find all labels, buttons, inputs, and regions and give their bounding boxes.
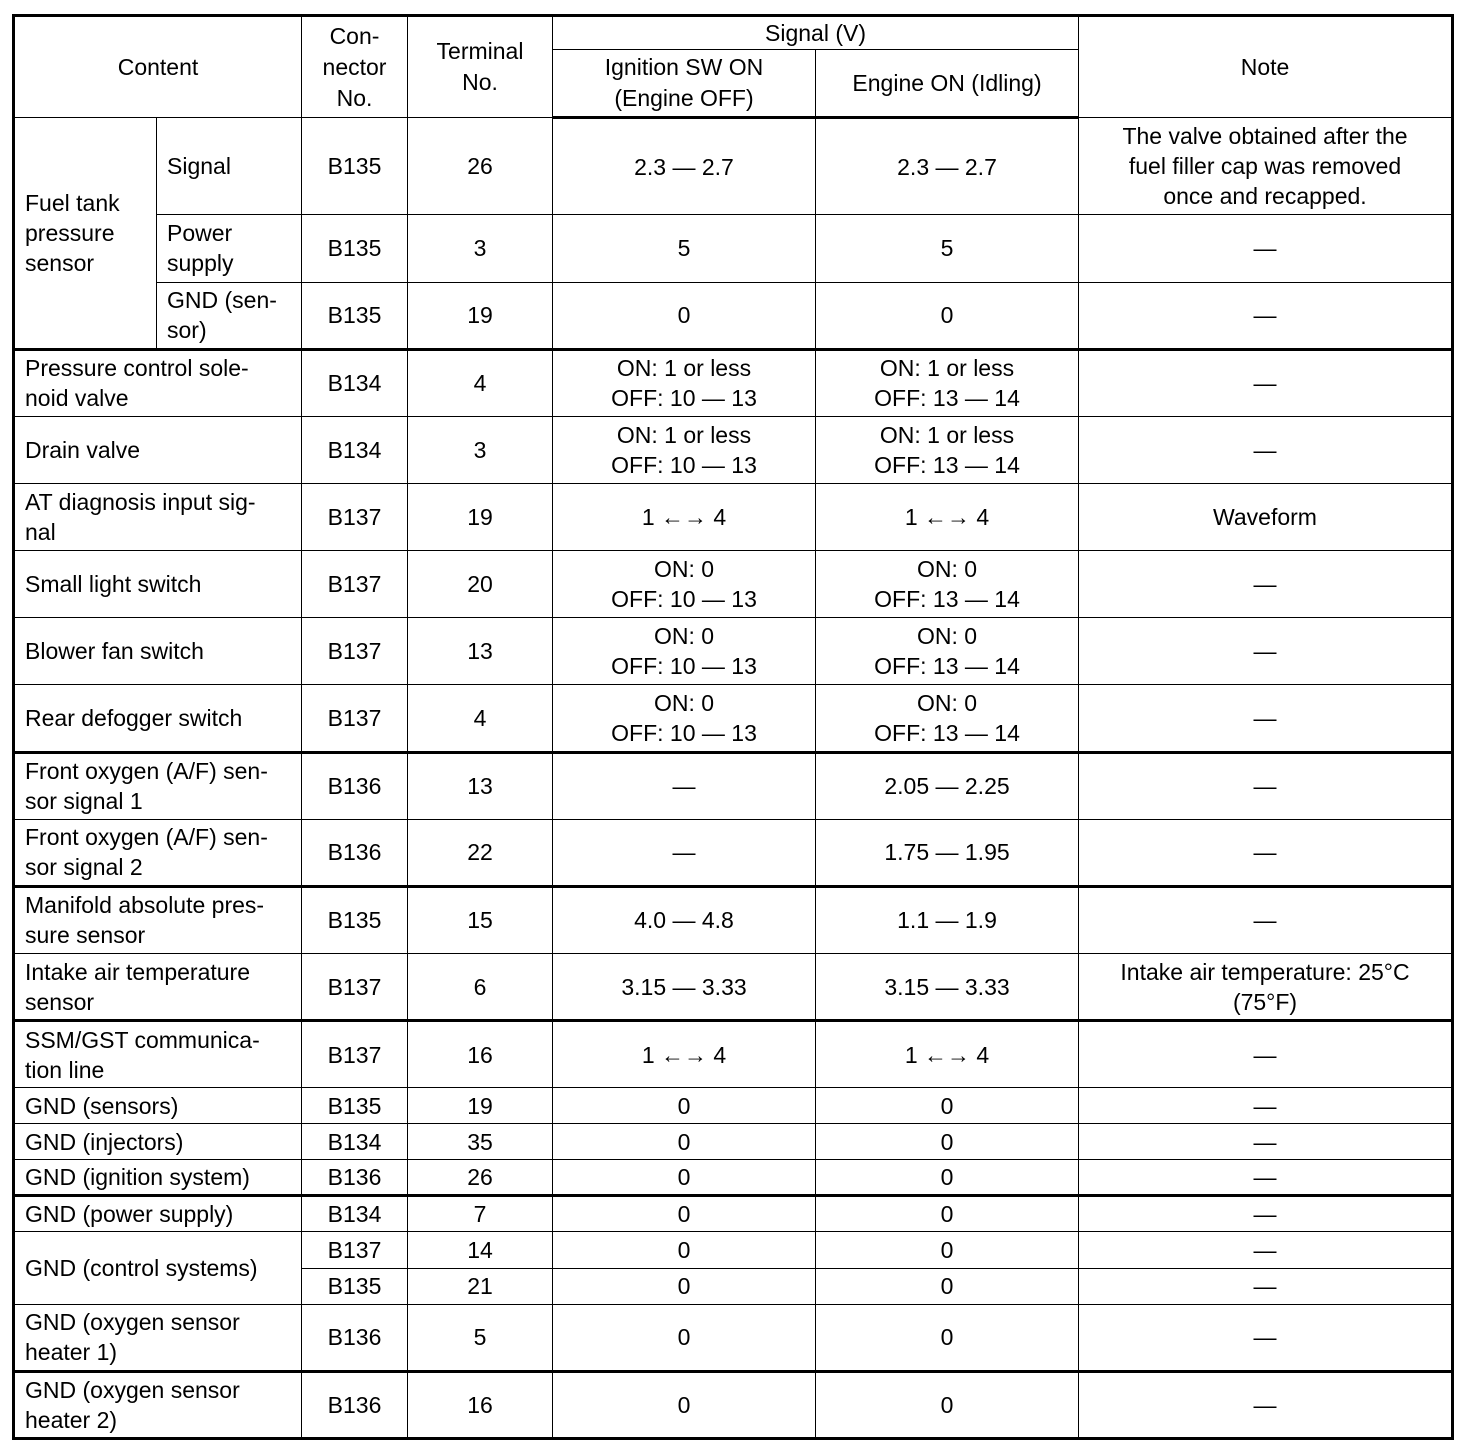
- row-engine-on: 0: [816, 1160, 1079, 1196]
- table-row: [14, 551, 1453, 618]
- row-engine-on: 0: [816, 282, 1079, 349]
- row-connector: B134: [302, 1196, 408, 1232]
- row-ignition-on: ON: 1 or less OFF: 10 — 13: [553, 416, 816, 483]
- row-terminal: 4: [408, 349, 553, 416]
- table-row: [14, 1021, 1453, 1088]
- row-connector: B136: [302, 1371, 408, 1438]
- row-note: The valve obtained after the fuel filler cap was removed once and recapped.: [1079, 118, 1453, 215]
- row-connector: B135: [302, 1268, 408, 1304]
- table-row: [14, 416, 1453, 483]
- row-ignition-on: 0: [553, 1304, 816, 1371]
- row-connector: B134: [302, 416, 408, 483]
- row-terminal: 3: [408, 416, 553, 483]
- header-connector: Con- nector No.: [302, 16, 408, 118]
- table-row: [14, 685, 1453, 752]
- row-content: GND (oxygen sensor heater 1): [14, 1304, 302, 1371]
- row-engine-on: 0: [816, 1232, 1079, 1268]
- row-note: —: [1079, 752, 1453, 819]
- table-row: [14, 886, 1453, 953]
- row-note: —: [1079, 1160, 1453, 1196]
- row-content: Pressure control sole- noid valve: [14, 349, 302, 416]
- header-signal: Signal (V): [553, 16, 1079, 50]
- row-note: Intake air temperature: 25°C (75°F): [1079, 953, 1453, 1020]
- row-terminal: 19: [408, 483, 553, 550]
- row-terminal: 26: [408, 1160, 553, 1196]
- row-terminal: 6: [408, 953, 553, 1020]
- table-row: [14, 349, 1453, 416]
- table-row: [14, 752, 1453, 819]
- header-content: Content: [14, 16, 302, 118]
- row-content: Manifold absolute pres- sure sensor: [14, 886, 302, 953]
- row-connector: B137: [302, 953, 408, 1020]
- table-row: [14, 215, 1453, 282]
- row-engine-on: 1 ←→ 4: [816, 483, 1079, 550]
- signal-table: [12, 14, 1454, 1440]
- row-engine-on: 0: [816, 1268, 1079, 1304]
- row-connector: B135: [302, 886, 408, 953]
- row-connector: B136: [302, 1160, 408, 1196]
- row-ignition-on: 0: [553, 1124, 816, 1160]
- row-terminal: 26: [408, 118, 553, 215]
- row-ignition-on: 5: [553, 215, 816, 282]
- header-ignition-on: Ignition SW ON (Engine OFF): [553, 50, 816, 118]
- row-content: Front oxygen (A/F) sen- sor signal 1: [14, 752, 302, 819]
- row-engine-on: ON: 1 or less OFF: 13 — 14: [816, 416, 1079, 483]
- row-terminal: 5: [408, 1304, 553, 1371]
- row-note: —: [1079, 819, 1453, 886]
- header-engine-on: Engine ON (Idling): [816, 50, 1079, 118]
- row-content: GND (sensors): [14, 1088, 302, 1124]
- row-ignition-on: 1 ←→ 4: [553, 483, 816, 550]
- row-ignition-on: ON: 0 OFF: 10 — 13: [553, 618, 816, 685]
- row-note: —: [1079, 1304, 1453, 1371]
- row-content: GND (ignition system): [14, 1160, 302, 1196]
- table-row: [14, 953, 1453, 1020]
- row-terminal: 16: [408, 1021, 553, 1088]
- row-terminal: 14: [408, 1232, 553, 1268]
- row-ignition-on: —: [553, 819, 816, 886]
- row-engine-on: 0: [816, 1371, 1079, 1438]
- row-terminal: 19: [408, 282, 553, 349]
- row-engine-on: 1.1 — 1.9: [816, 886, 1079, 953]
- row-ignition-on: 0: [553, 282, 816, 349]
- row-note: —: [1079, 685, 1453, 752]
- table-row: [14, 1160, 1453, 1196]
- header-row: [14, 16, 1453, 50]
- row-note: —: [1079, 1124, 1453, 1160]
- table-row: [14, 819, 1453, 886]
- row-engine-on: 1.75 — 1.95: [816, 819, 1079, 886]
- table-row: [14, 1196, 1453, 1232]
- row-note: —: [1079, 1371, 1453, 1438]
- row-connector: B136: [302, 1304, 408, 1371]
- row-content: Intake air temperature sensor: [14, 953, 302, 1020]
- row-content: Small light switch: [14, 551, 302, 618]
- row-note: —: [1079, 618, 1453, 685]
- row-ignition-on: 0: [553, 1268, 816, 1304]
- row-note: Waveform: [1079, 483, 1453, 550]
- row-connector: B136: [302, 752, 408, 819]
- row-note: —: [1079, 215, 1453, 282]
- row-content: Blower fan switch: [14, 618, 302, 685]
- row-terminal: 3: [408, 215, 553, 282]
- row-terminal: 16: [408, 1371, 553, 1438]
- row-connector: B137: [302, 551, 408, 618]
- header-terminal: Terminal No.: [408, 16, 553, 118]
- row-terminal: 20: [408, 551, 553, 618]
- row-content: GND (power supply): [14, 1196, 302, 1232]
- row-note: —: [1079, 1196, 1453, 1232]
- table-row: [14, 118, 1453, 215]
- row-note: —: [1079, 551, 1453, 618]
- row-connector: B135: [302, 282, 408, 349]
- row-engine-on: 0: [816, 1304, 1079, 1371]
- row-ignition-on: 0: [553, 1196, 816, 1232]
- table-row: [14, 618, 1453, 685]
- row-engine-on: 3.15 — 3.33: [816, 953, 1079, 1020]
- header-note: Note: [1079, 16, 1453, 118]
- row-ignition-on: 4.0 — 4.8: [553, 886, 816, 953]
- row-note: —: [1079, 1268, 1453, 1304]
- fuel-tank-group-label: Fuel tank pressure sensor: [14, 118, 157, 349]
- row-engine-on: ON: 0 OFF: 13 — 14: [816, 618, 1079, 685]
- row-engine-on: ON: 0 OFF: 13 — 14: [816, 685, 1079, 752]
- row-content: AT diagnosis input sig- nal: [14, 483, 302, 550]
- row-terminal: 35: [408, 1124, 553, 1160]
- row-terminal: 21: [408, 1268, 553, 1304]
- row-connector: B137: [302, 1232, 408, 1268]
- row-engine-on: 0: [816, 1196, 1079, 1232]
- row-connector: B134: [302, 1124, 408, 1160]
- row-connector: B137: [302, 483, 408, 550]
- row-ignition-on: ON: 1 or less OFF: 10 — 13: [553, 349, 816, 416]
- row-terminal: 13: [408, 752, 553, 819]
- row-ignition-on: ON: 0 OFF: 10 — 13: [553, 685, 816, 752]
- row-engine-on: 0: [816, 1088, 1079, 1124]
- row-content: Front oxygen (A/F) sen- sor signal 2: [14, 819, 302, 886]
- row-subcontent: Signal: [157, 118, 302, 215]
- row-ignition-on: 3.15 — 3.33: [553, 953, 816, 1020]
- row-connector: B137: [302, 685, 408, 752]
- row-engine-on: ON: 0 OFF: 13 — 14: [816, 551, 1079, 618]
- row-content: Rear defogger switch: [14, 685, 302, 752]
- row-connector: B135: [302, 215, 408, 282]
- table-row: [14, 1232, 1453, 1268]
- row-terminal: 22: [408, 819, 553, 886]
- row-engine-on: 2.05 — 2.25: [816, 752, 1079, 819]
- row-ignition-on: ON: 0 OFF: 10 — 13: [553, 551, 816, 618]
- row-connector: B136: [302, 819, 408, 886]
- row-subcontent: Power supply: [157, 215, 302, 282]
- table-row: [14, 1304, 1453, 1371]
- row-engine-on: 5: [816, 215, 1079, 282]
- row-subcontent: GND (sen- sor): [157, 282, 302, 349]
- row-note: —: [1079, 1021, 1453, 1088]
- row-engine-on: 1 ←→ 4: [816, 1021, 1079, 1088]
- row-note: —: [1079, 416, 1453, 483]
- row-terminal: 19: [408, 1088, 553, 1124]
- row-connector: B134: [302, 349, 408, 416]
- row-connector: B135: [302, 1088, 408, 1124]
- row-terminal: 15: [408, 886, 553, 953]
- row-ignition-on: 0: [553, 1160, 816, 1196]
- row-note: —: [1079, 349, 1453, 416]
- row-ignition-on: 2.3 — 2.7: [553, 118, 816, 215]
- row-terminal: 7: [408, 1196, 553, 1232]
- row-content: Drain valve: [14, 416, 302, 483]
- row-connector: B137: [302, 1021, 408, 1088]
- row-ignition-on: 1 ←→ 4: [553, 1021, 816, 1088]
- row-engine-on: ON: 1 or less OFF: 13 — 14: [816, 349, 1079, 416]
- row-ignition-on: 0: [553, 1088, 816, 1124]
- row-note: —: [1079, 1088, 1453, 1124]
- row-terminal: 13: [408, 618, 553, 685]
- row-ignition-on: 0: [553, 1232, 816, 1268]
- row-connector: B135: [302, 118, 408, 215]
- row-content: GND (injectors): [14, 1124, 302, 1160]
- table-row: [14, 483, 1453, 550]
- row-ignition-on: 0: [553, 1371, 816, 1438]
- row-ignition-on: —: [553, 752, 816, 819]
- row-content: GND (oxygen sensor heater 2): [14, 1371, 302, 1438]
- row-engine-on: 0: [816, 1124, 1079, 1160]
- table-row: [14, 1371, 1453, 1438]
- row-note: —: [1079, 886, 1453, 953]
- row-engine-on: 2.3 — 2.7: [816, 118, 1079, 215]
- table-row: [14, 1088, 1453, 1124]
- table-row: [14, 1124, 1453, 1160]
- row-note: —: [1079, 1232, 1453, 1268]
- row-content: GND (control systems): [14, 1232, 302, 1304]
- row-content: SSM/GST communica- tion line: [14, 1021, 302, 1088]
- row-connector: B137: [302, 618, 408, 685]
- row-terminal: 4: [408, 685, 553, 752]
- table-row: [14, 282, 1453, 349]
- row-note: —: [1079, 282, 1453, 349]
